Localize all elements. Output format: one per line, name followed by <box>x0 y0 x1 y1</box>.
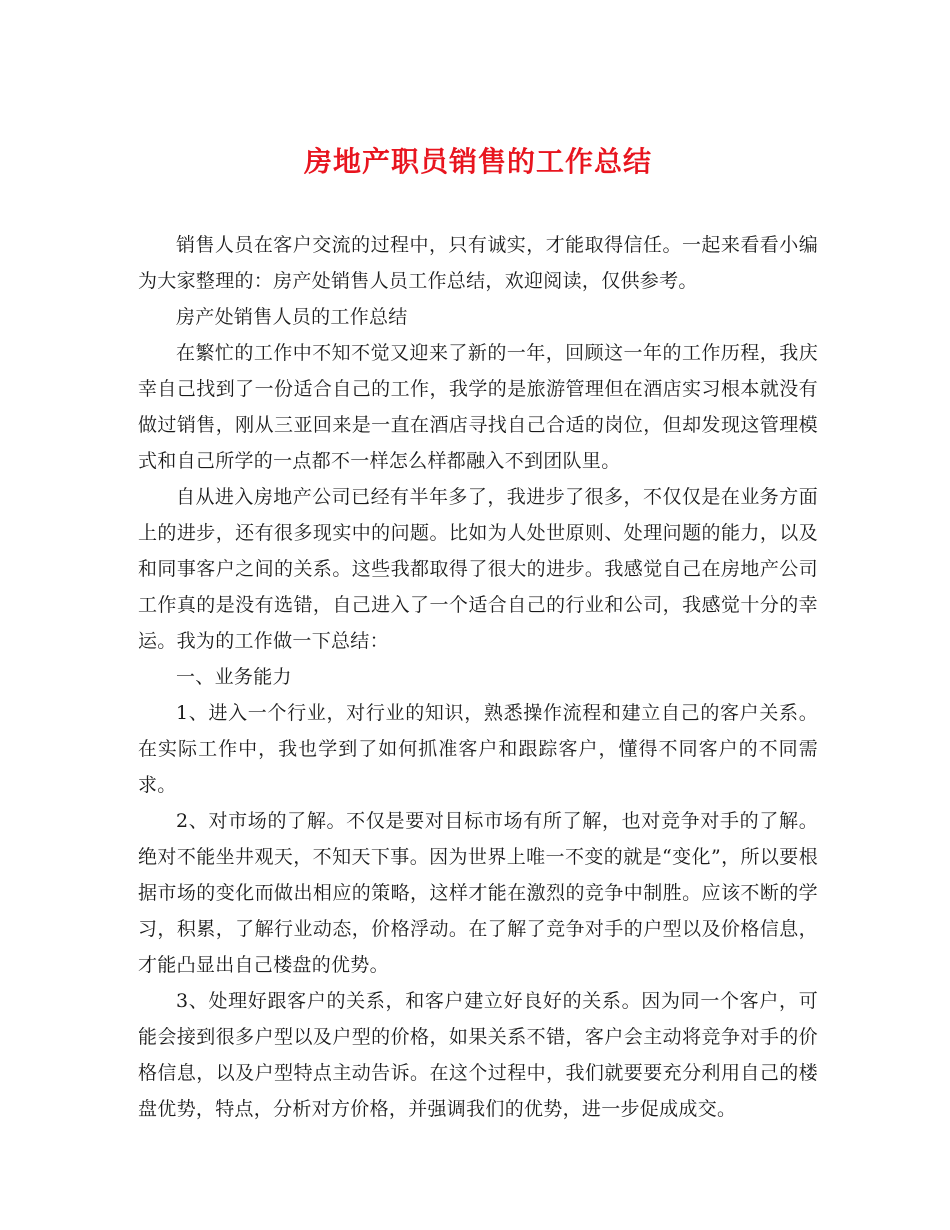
paragraph-subtitle: 房产处销售人员的工作总结 <box>176 306 408 328</box>
paragraph-intro: 销售人员在客户交流的过程中，只有诚实，才能取得信任。一起来看看小编为大家整理的：房产处销售人员工作总结，欢迎阅读，仅供参考。 <box>138 234 818 292</box>
document-page <box>138 140 818 1127</box>
paragraph-progress: 自从进入房地产公司已经有半年多了，我进步了很多，不仅仅是在业务方面上的进步，还有很多现实中的问题。比如为人处世原则、处理问题的能力，以及和同事客户之间的关系。这些我都取得了很大的进步。我感觉自己在房地产公司工作真的是没有选错，自己进入了一个适合自己的行业和公司，我感觉十分的幸运。我为的工作做一下总结： <box>138 486 818 652</box>
document-title: 房地产职员销售的工作总结 <box>303 145 652 178</box>
paragraph-review: 在繁忙的工作中不知不觉又迎来了新的一年，回顾这一年的工作历程，我庆幸自己找到了一份适合自己的工作，我学的是旅游管理但在酒店实习根本就没有做过销售，刚从三亚回来是一直在酒店寻找自己合适的岗位，但却发现这管理模式和自己所学的一点都不一样怎么样都融入不到团队里。 <box>138 342 818 472</box>
paragraph-point-3: 3、处理好跟客户的关系，和客户建立好良好的关系。因为同一个客户，可能会接到很多户型以及户型的价格，如果关系不错，客户会主动将竞争对手的价格信息，以及户型特点主动告诉。在这个过程中，我们就要要充分利用自己的楼盘优势，特点，分析对方价格，并强调我们的优势，进一步促成成交。 <box>138 990 818 1120</box>
paragraph-point-2: 2、对市场的了解。不仅是要对目标市场有所了解，也对竞争对手的了解。绝对不能坐井观天，不知天下事。因为世界上唯一不变的就是“变化”，所以要根据市场的变化而做出相应的策略，这样才能在激烈的竞争中制胜。应该不断的学习，积累，了解行业动态，价格浮动。在了解了竞争对手的户型以及价格信息，才能凸显出自己楼盘的优势。 <box>138 810 818 976</box>
paragraph-point-1: 1、进入一个行业，对行业的知识，熟悉操作流程和建立自己的客户关系。在实际工作中，我也学到了如何抓准客户和跟踪客户，懂得不同客户的不同需求。 <box>138 702 818 796</box>
section-heading-business: 一、业务能力 <box>176 666 292 688</box>
